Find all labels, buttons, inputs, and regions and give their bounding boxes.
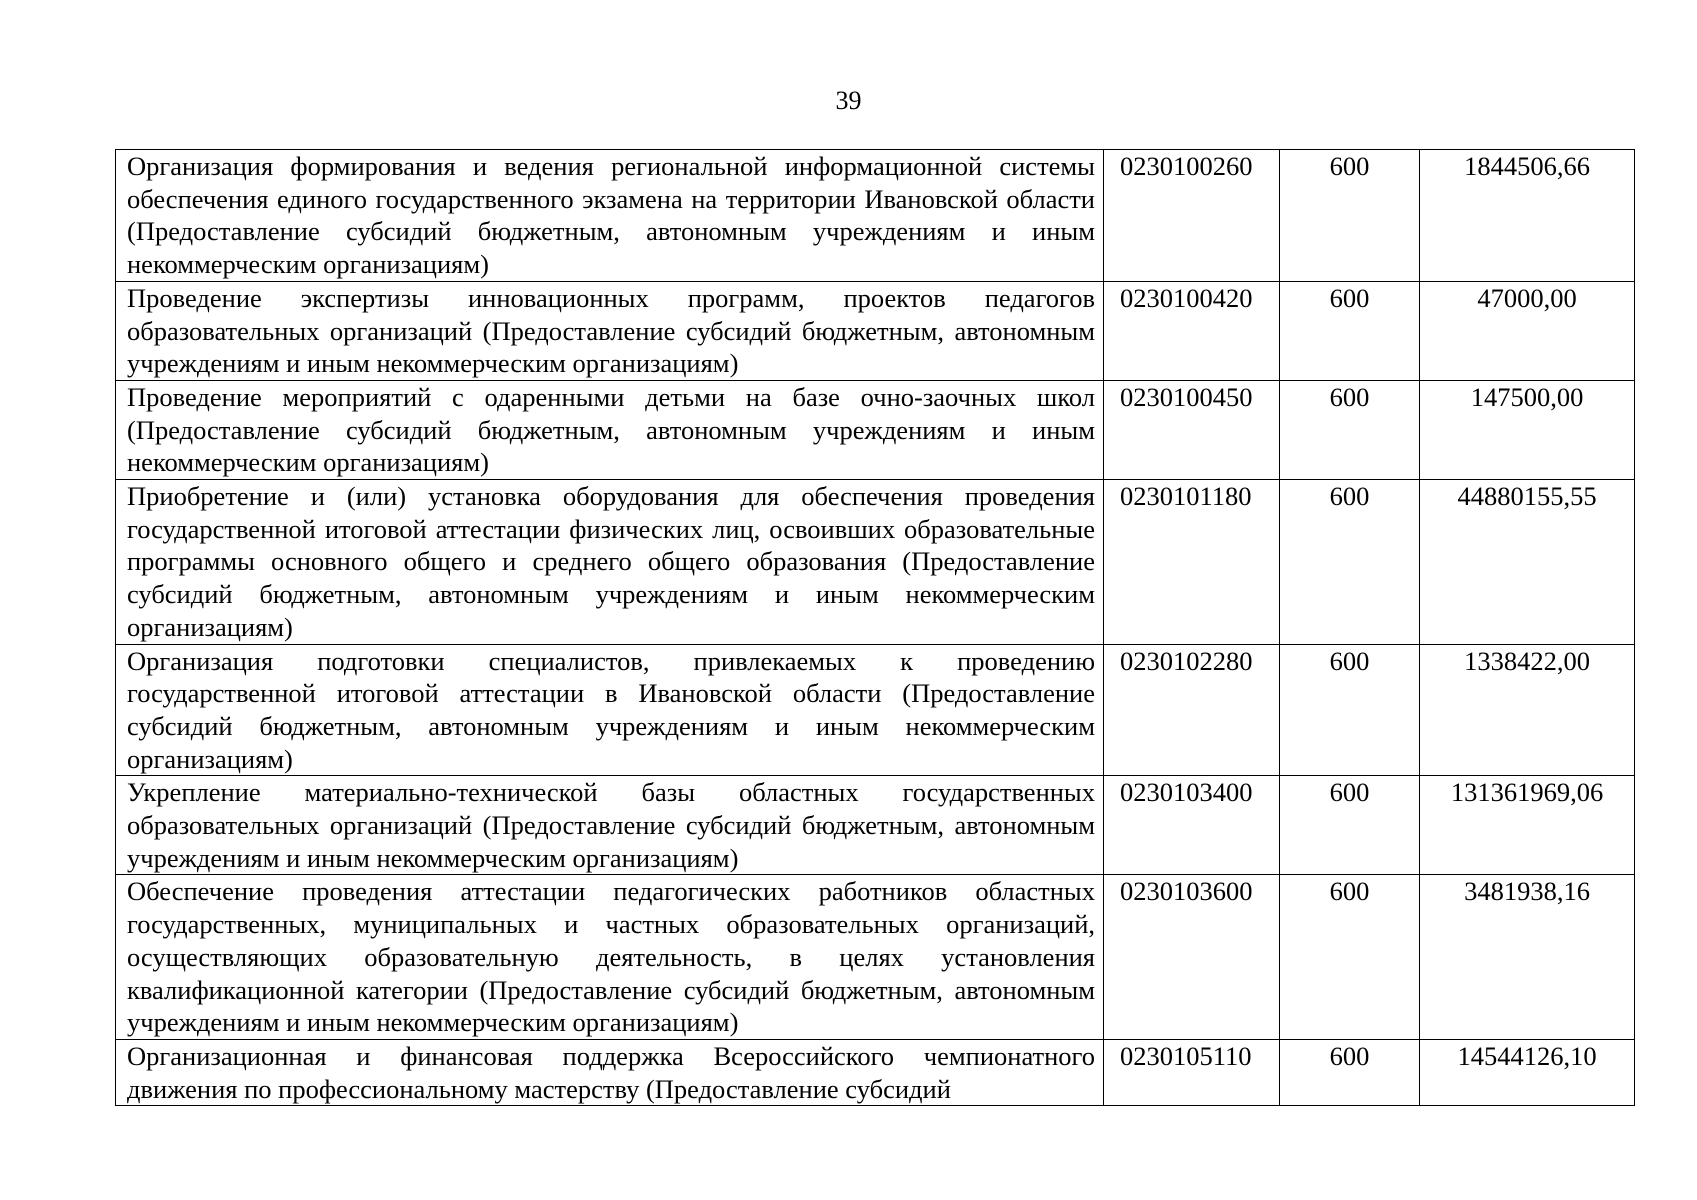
table-row (116, 1039, 1635, 1105)
row-description: Проведение экспертизы инновационных программ, проектов педагогов образовательных организаций (Предоставление субсидий бюджетным, автономным учреждениям и иным некоммерческим организациям) (116, 281, 1104, 380)
table-row (116, 776, 1635, 875)
row-code: 0230100260 (1104, 150, 1280, 282)
row-amount: 1338422,00 (1420, 644, 1635, 776)
row-amount: 3481938,16 (1420, 875, 1635, 1040)
row-amount: 147500,00 (1420, 380, 1635, 479)
row-code: 0230105110 (1104, 1039, 1280, 1105)
row-code: 0230103400 (1104, 776, 1280, 875)
row-code: 0230103600 (1104, 875, 1280, 1040)
table-row (116, 875, 1635, 1040)
page-number: 39 (835, 86, 862, 115)
table-row (116, 480, 1635, 645)
row-description: Организация подготовки специалистов, привлекаемых к проведению государственной итоговой аттестации в Ивановской области (Предоставление субсидий бюджетным, автономным учреждениям и иным некоммерческим организациям) (116, 644, 1104, 776)
row-description: Приобретение и (или) установка оборудования для обеспечения проведения государственной итоговой аттестации физических лиц, освоивших образовательные программы основного общего и среднего общего образования (Предоставление субсидий бюджетным, автономным учреждениям и иным некоммерческим организациям) (116, 480, 1104, 645)
row-amount: 14544126,10 (1420, 1039, 1635, 1105)
table-row (116, 150, 1635, 282)
table-row (116, 281, 1635, 380)
row-code: 0230101180 (1104, 480, 1280, 645)
row-code: 0230100420 (1104, 281, 1280, 380)
row-description: Укрепление материально-технической базы областных государственных образовательных организаций (Предоставление субсидий бюджетным, автономным учреждениям и иным некоммерческим организациям) (116, 776, 1104, 875)
table-row (116, 644, 1635, 776)
table-row (116, 380, 1635, 479)
row-description: Обеспечение проведения аттестации педагогических работников областных государственных, муниципальных и частных образовательных организаций, осуществляющих образовательную деятельность, в целях установления квалификационной категории (Предоставление субсидий бюджетным, автономным учреждениям и иным некоммерческим организациям) (116, 875, 1104, 1040)
row-type: 600 (1280, 776, 1420, 875)
row-type: 600 (1280, 380, 1420, 479)
row-type: 600 (1280, 150, 1420, 282)
budget-table (115, 149, 1635, 1106)
row-description: Организация формирования и ведения региональной информационной системы обеспечения единого государственного экзамена на территории Ивановской области (Предоставление субсидий бюджетным, автономным учреждениям и иным некоммерческим организациям) (116, 150, 1104, 282)
row-amount: 44880155,55 (1420, 480, 1635, 645)
row-description (116, 1039, 1104, 1105)
row-code: 0230102280 (1104, 644, 1280, 776)
row-type: 600 (1280, 875, 1420, 1040)
row-amount: 1844506,66 (1420, 150, 1635, 282)
row-description: Проведение мероприятий с одаренными детьми на базе очно-заочных школ (Предоставление субсидий бюджетным, автономным учреждениям и иным некоммерческим организациям) (116, 380, 1104, 479)
row-type: 600 (1280, 1039, 1420, 1105)
row-description-text: Организационная и финансовая поддержка Всероссийского чемпионатного движения по профессиональному мастерству (Предоставление субсидий (127, 1040, 1095, 1104)
row-amount: 47000,00 (1420, 281, 1635, 380)
row-type: 600 (1280, 644, 1420, 776)
row-type: 600 (1280, 281, 1420, 380)
row-amount: 131361969,06 (1420, 776, 1635, 875)
row-code: 0230100450 (1104, 380, 1280, 479)
row-type: 600 (1280, 480, 1420, 645)
